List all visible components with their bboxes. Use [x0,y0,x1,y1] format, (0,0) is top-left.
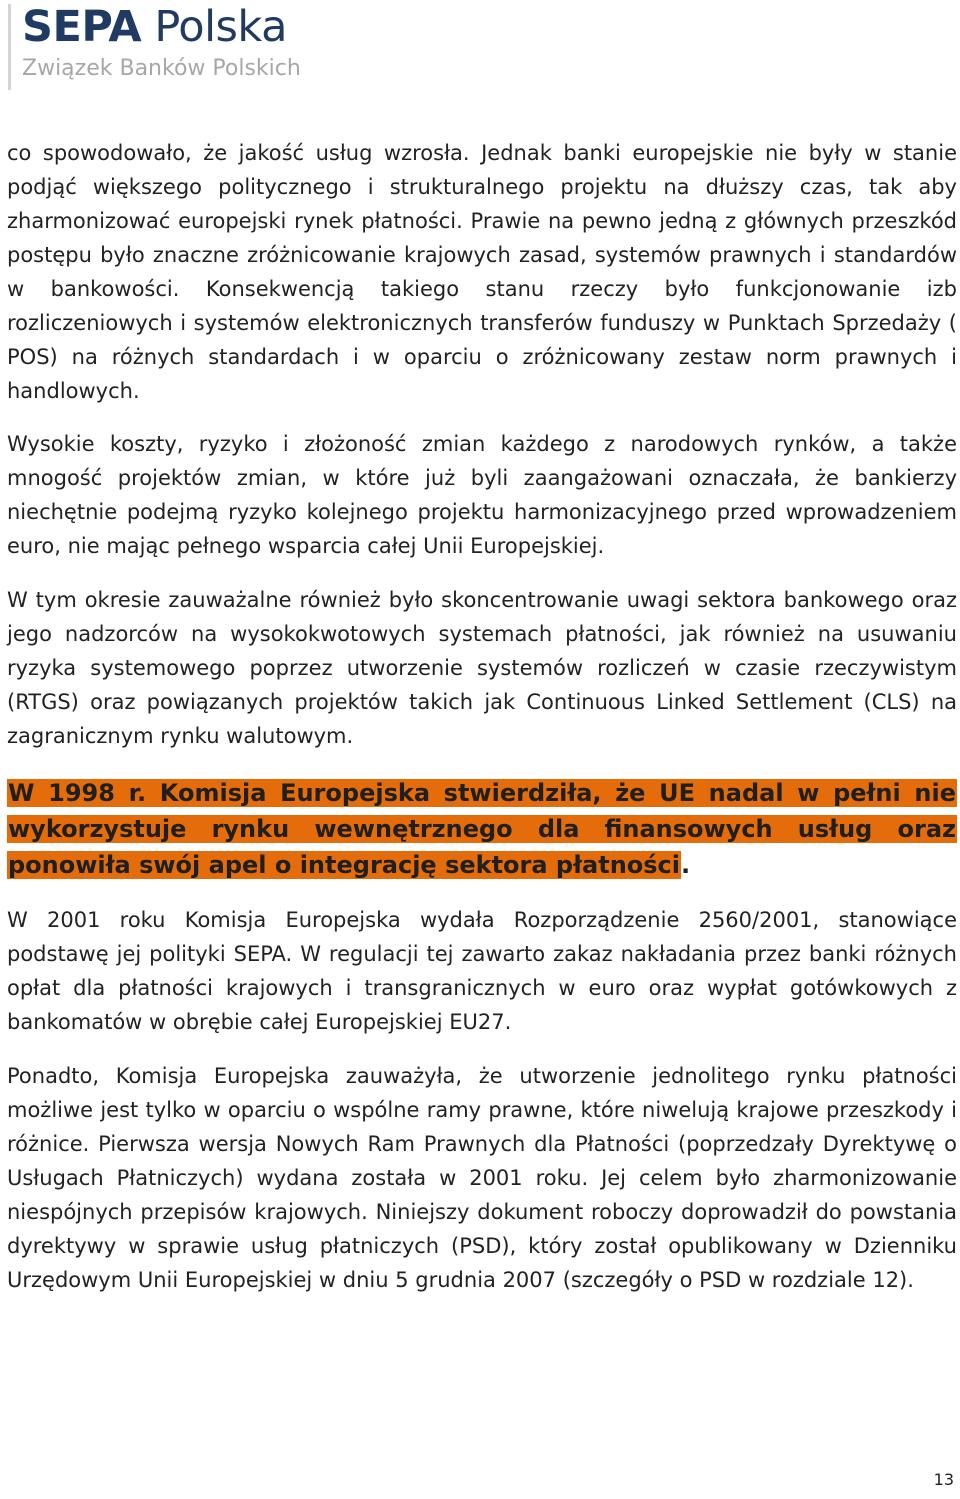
paragraph-1: co spowodowało, że jakość usług wzrosła. Jednak banki europejskie nie były w stanie podjąć większego politycznego i strukturalnego projektu na dłuższy czas, tak aby zharmonizować europejski rynek płatności. Prawie na pewno jedną z głównych przeszkód postępu było znaczne zróżnicowanie krajowych zasad, systemów prawnych i standardów w bankowości. Konsekwencją takiego stanu rzeczy było funkcjonowanie izb rozliczeniowych i systemów elektronicznych transferów funduszy w Punktach Sprzedaży ( POS) na różnych standardach i w oparciu o zróżnicowany zestaw norm prawnych i handlowych. [7,141,957,403]
page-number: 13 [933,1470,954,1489]
logo-subtitle: Związek Banków Polskich [22,56,301,81]
highlighted-text: W 1998 r. Komisja Europejska stwierdziła, że UE nadal w pełni nie wykorzystuje rynku wewnętrznego dla finansowych usług oraz ponowiła swój apel o integrację sektora płatności [8,779,956,879]
highlighted-period: . [681,851,691,879]
page-header [0,0,340,96]
logo-divider [8,4,11,90]
paragraph-5: W 2001 roku Komisja Europejska wydała Rozporządzenie 2560/2001, stanowiące podstawę jej polityki SEPA. W regulacji tej zawarto zakaz nakładania przez banki różnych opłat dla płatności krajowych i transgranicznych w euro oraz wypłat gotówkowych z bankomatów w obrębie całej Europejskiej EU27. [7,908,957,1034]
logo-brand: SEPA [22,2,142,52]
document-body [7,136,957,1297]
paragraph-3: W tym okresie zauważalne również było skoncentrowanie uwagi sektora bankowego oraz jego nadzorców na wysokokwotowych systemach płatności, jak również na usuwaniu ryzyka systemowego poprzez utworzenie systemów rozliczeń w czasie rzeczywistym (RTGS) oraz powiązanych projektów takich jak Continuous Linked Settlement (CLS) na zagranicznym rynku walutowym. [7,588,957,748]
logo-country: Polska [154,2,287,52]
paragraph-2: Wysokie koszty, ryzyko i złożoność zmian każdego z narodowych rynków, a także mnogość projektów zmian, w które już byli zaangażowani oznaczała, że bankierzy niechętnie podejmą ryzyko kolejnego projektu harmonizacyjnego przed wprowadzeniem euro, nie mając pełnego wsparcia całej Unii Europejskiej. [7,432,957,558]
logo-title [22,0,287,54]
highlighted-paragraph [7,775,957,883]
paragraph-6: Ponadto, Komisja Europejska zauważyła, że utworzenie jednolitego rynku płatności możliwe jest tylko w oparciu o wspólne ramy prawne, które niwelują krajowe przeszkody i różnice. Pierwsza wersja Nowych Ram Prawnych dla Płatności (poprzedzały Dyrektywę o Usługach Płatniczych) wydana została w 2001 roku. Jej celem było zharmonizowanie niespójnych przepisów krajowych. Niniejszy dokument roboczy doprowadził do powstania dyrektywy w sprawie usług płatniczych (PSD), który został opublikowany w Dzienniku Urzędowym Unii Europejskiej w dniu 5 grudnia 2007 (szczegóły o PSD w rozdziale 12). [7,1064,957,1292]
